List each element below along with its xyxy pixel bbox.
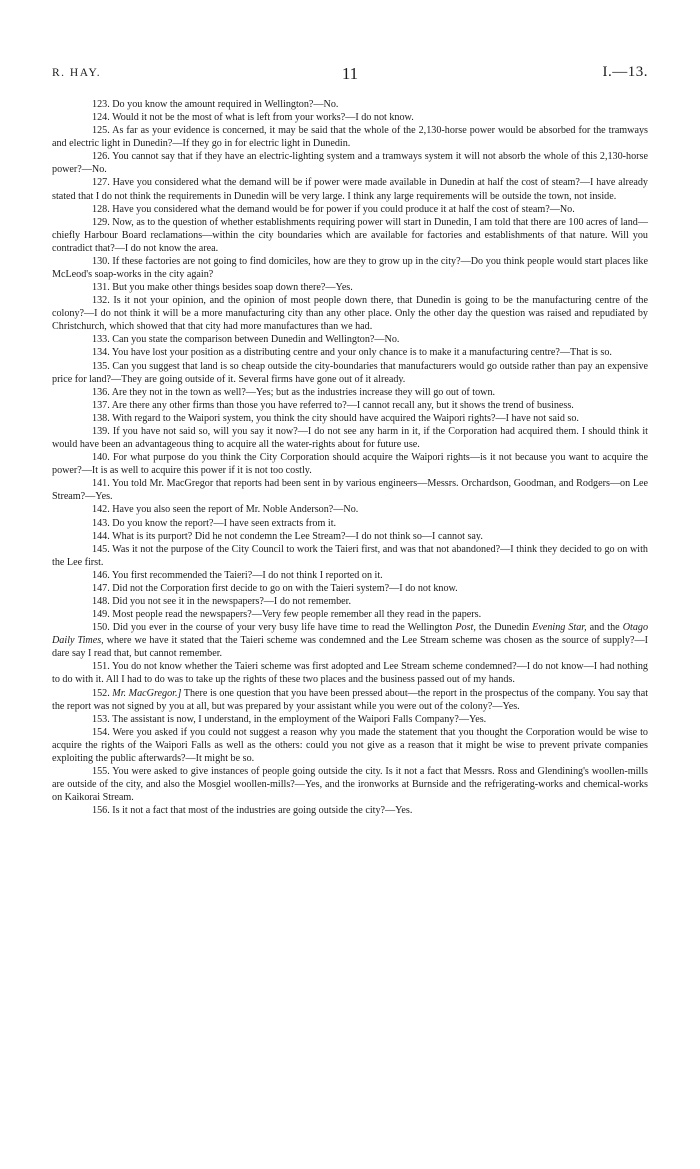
question-125: 125. As far as your evidence is concerned, it may be said that the whole of the 2,130-horse power would be absorbed for the tramways and electric light in Dunedin?—If they go in for electric light in Dunedin. [52, 125, 648, 150]
question-128: 128. Have you considered what the demand would be for power if you could produce it at half the cost of steam?—No. [92, 203, 575, 215]
question-152-number: 152. [92, 687, 113, 699]
question-144: 144. What is its purport? Did he not condemn the Lee Stream?—I do not think so—I cannot say. [92, 530, 483, 542]
question-140: 140. For what purpose do you think the City Corporation should acquire the Waipori rights—is it not because you want to acquire the power?—It is as well to acquire this power if it is not too costly. [52, 452, 648, 477]
testimony-body [52, 98, 648, 817]
witness-name: R. HAY. [52, 67, 102, 79]
question-155: 155. You were asked to give instances of people going outside the city. Is it not a fact that Messrs. Ross and Glendining's woollen-mills are outside of the city, and also the Mosgiel woollen-mills?—Yes, and the ironworks at Burnside and the refrigerating-works and chemical-works on Kaikorai Stream. [52, 765, 648, 804]
question-135: 135. Can you suggest that land is so cheap outside the city-boundaries that manufacturers would go outside rather than pay an expensive price for land?—They are going outside of it. Several firms have gone out of it already. [52, 360, 648, 385]
question-136: 136. Are they not in the town as well?—Yes; but as the industries increase they will go out of town. [92, 386, 496, 398]
question-137: 137. Are there any other firms than those you have referred to?—I cannot recall any, but it shows the trend of business. [92, 399, 574, 411]
question-139: 139. If you have not said so, will you say it now?—I do not see any harm in it, if the Corporation had acquired them. I should think it would have been an advantageous thing to acquire all the water-rights about for future use. [52, 425, 648, 451]
newspaper-post: Post, [455, 622, 476, 634]
question-152 [52, 687, 648, 713]
question-124: 124. Would it not be the most of what is left from your works?—I do not know. [92, 112, 414, 124]
newspaper-otago-daily-times: Otago Daily Times, [52, 622, 648, 647]
question-152-text: There is one question that you have been pressed about—the report in the prospectus of the company. You say that the report was not signed by you at all, but was prepared by your assistant while you were out of the colony?—Yes. [52, 687, 649, 712]
speaker-macgregor: Mr. MacGregor.] [112, 687, 182, 699]
question-132: 132. Is it not your opinion, and the opinion of most people down there, that Dunedin is going to be the manufacturing centre of the colony?—I do not think it will be a more manufacturing city than any other place. Only the other day the question was raised and repudiated by Christchurch, which showed that that city had more manufactures than we had. [52, 295, 648, 333]
question-131: 131. But you make other things besides soap down there?—Yes. [92, 282, 353, 294]
question-146: 146. You first recommended the Taieri?—I do not think I reported on it. [92, 569, 383, 581]
newspaper-evening-star: Evening Star, [532, 622, 587, 634]
question-156: 156. Is it not a fact that most of the industries are going outside the city?—Yes. [92, 805, 413, 817]
question-148: 148. Did you not see it in the newspapers?—I do not remember. [92, 595, 351, 607]
page-header [52, 64, 648, 84]
question-150-text-c: and the [586, 622, 623, 634]
question-141: 141. You told Mr. MacGregor that reports had been sent in by various engineers—Messrs. Orchardson, Goodman, and Rodgers—on Lee Stream?—Yes. [52, 478, 648, 503]
question-151: 151. You do not know whether the Taieri scheme was first adopted and Lee Stream scheme condemned?—I do not know—I had nothing to do with it. All I had to do was to take up the rights of these two places and the business passed out of my hands. [52, 661, 648, 686]
question-134: 134. You have lost your position as a distributing centre and your only chance is to make it a manufacturing centre?—That is so. [92, 347, 612, 359]
question-142: 142. Have you also seen the report of Mr. Noble Anderson?—No. [92, 504, 359, 516]
question-129: 129. Now, as to the question of whether establishments requiring power will start in Dunedin, I am told that there are 100 acres of land—chiefly Harbour Board reclamations—within the city boundaries which are available for factories and establishments of that nature. Will you contradict that?—I do not know the area. [52, 216, 648, 254]
document-code: I.—13. [602, 64, 648, 80]
question-149: 149. Most people read the newspapers?—Very few people remember all they read in the papers. [92, 609, 482, 621]
question-123: 123. Do you know the amount required in Wellington?—No. [92, 99, 339, 110]
page-number: 11 [341, 64, 359, 83]
question-147: 147. Did not the Corporation first decide to go on with the Taieri system?—I do not know. [92, 582, 458, 594]
question-150-text-a: 150. Did you ever in the course of your very busy life have time to read the Wellington [92, 622, 456, 634]
question-127: 127. Have you considered what the demand will be if power were made available in Dunedin at half the cost of steam?—I have already stated that I do not think the requirements in Dunedin will be very large. I think any large requirements will be outside the town, not inside. [52, 177, 648, 202]
question-150-text-b: the Dunedin [475, 622, 533, 634]
question-150 [52, 621, 648, 660]
question-143: 143. Do you know the report?—I have seen extracts from it. [92, 517, 337, 529]
question-153: 153. The assistant is now, I understand, in the employment of the Waipori Falls Company?—Yes. [92, 713, 487, 725]
question-126: 126. You cannot say that if they have an electric-lighting system and a tramways system it will not absorb the whole of this 2,130-horse power?—No. [52, 151, 648, 176]
question-145: 145. Was it not the purpose of the City Council to work the Taieri first, and was that not abandoned?—I think they decided to go on with the Lee first. [52, 543, 648, 568]
question-130: 130. If these factories are not going to find domiciles, how are they to grow up in the city?—Do you think people would start places like McLeod's soap-works in the city again? [52, 255, 648, 281]
question-133: 133. Can you state the comparison between Dunedin and Wellington?—No. [92, 334, 400, 346]
question-138: 138. With regard to the Waipori system, you think the city should have acquired the Waipori rights?—I have not said so. [92, 412, 579, 424]
question-154: 154. Were you asked if you could not suggest a reason why you made the statement that you thought the Corporation would be wise to acquire the rights of the Waipori Falls as well as the others: could you not give as a reason that it might be wise to prevent private companies exploiting the public afterwards?—It might be so. [52, 726, 648, 764]
question-150-text-d: where we have it stated that the Taieri scheme was condemned and the Lee Stream scheme was chosen as the source of supply?—I dare say I read that, but cannot remember. [52, 635, 648, 660]
